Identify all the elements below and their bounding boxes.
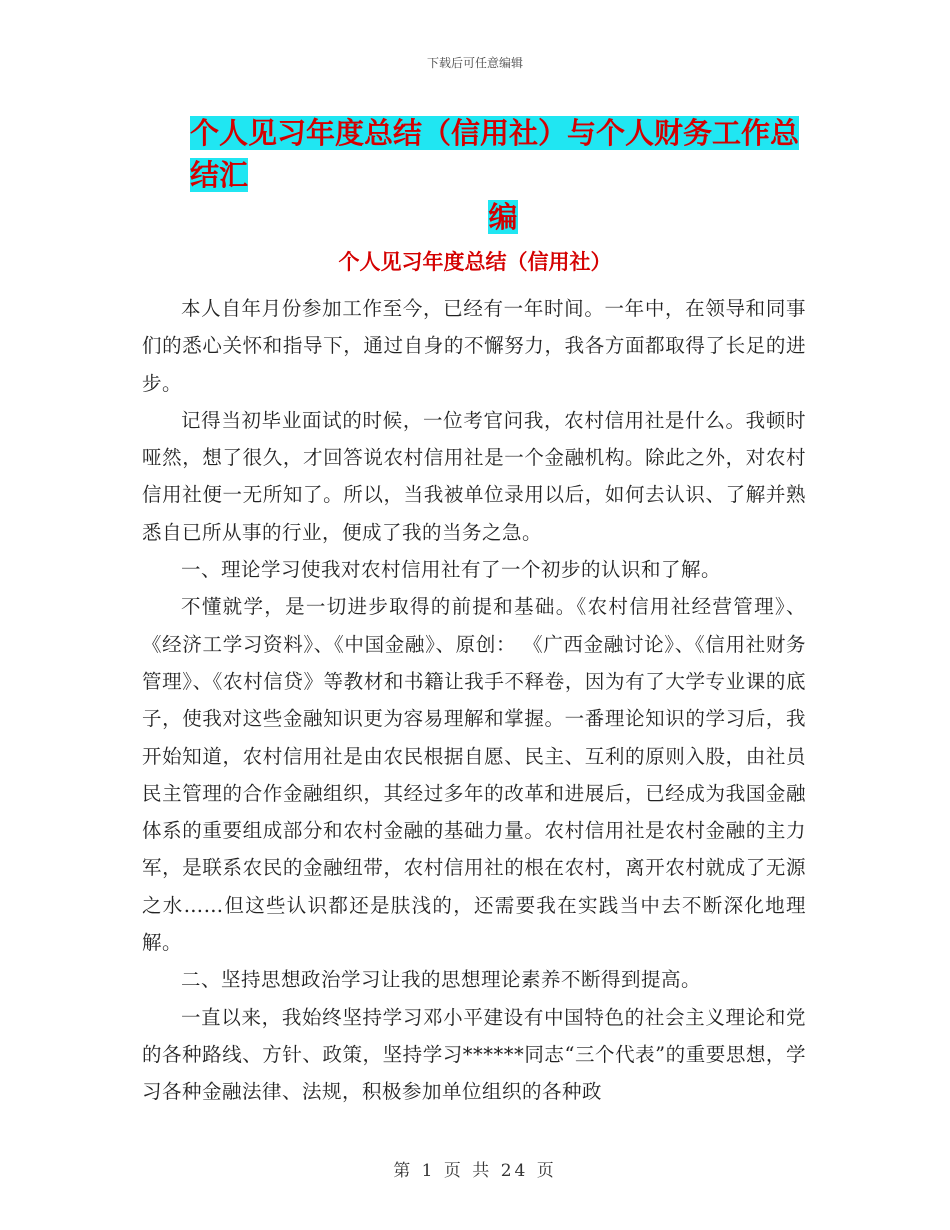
- body-text: [142, 290, 806, 1111]
- document-title-line2: 编: [488, 200, 518, 234]
- paragraph-6: 一直以来，我始终坚持学习邓小平建设有中国特色的社会主义理论和党的各种路线、方针、政策，坚持学习******同志“三个代表”的重要思想，学习各种金融法律、法规，积极参加单位组织的各种政: [142, 1005, 806, 1104]
- paragraph-3: 一、理论学习使我对农村信用社有了一个初步的认识和了解。: [181, 558, 722, 582]
- document-title: [190, 112, 810, 238]
- paragraph-5: 二、坚持思想政治学习让我的思想理论素养不断得到提高。: [181, 968, 702, 992]
- paragraph-2: 记得当初毕业面试的时候，一位考官问我，农村信用社是什么。我顿时哑然，想了很久，才回答说农村信用社是一个金融机构。除此之外，对农村信用社便一无所知了。所以，当我被单位录用以后，如何去认识、了解并熟悉自已所从事的行业，便成了我的当务之急。: [142, 408, 806, 544]
- page-footer: 第 1 页 共 24 页: [393, 1161, 557, 1181]
- document-title-line2-wrap: [190, 196, 810, 238]
- document-title-line1: 个人见习年度总结（信用社）与个人财务工作总结汇: [190, 116, 800, 192]
- paragraph-1: 本人自年月份参加工作至今，已经有一年时间。一年中，在领导和同事们的悉心关怀和指导下，通过自身的不懈努力，我各方面都取得了长足的进步。: [142, 297, 806, 395]
- header-note: 下载后可任意编辑: [426, 56, 523, 70]
- paragraph-4: 不懂就学，是一切进步取得的前提和基础。《农村信用社经营管理》、《经济工学习资料》、《中国金融》、原创： 《广西金融讨论》、《信用社财务管理》、《农村信贷》等教材和书籍让我手不释卷，因为有了大学专业课的底子，使我对这些金融知识更为容易理解和掌握。一番理论知识的学习后，我开始知道，农村信用社是由农民根据自愿、民主、互利的原则入股，由社员民主管理的合作金融组织，其经过多年的改革和进展后，已经成为我国金融体系的重要组成部分和农村金融的基础力量。农村信用社是农村金融的主力军，是联系农民的金融纽带，农村信用社的根在农村，离开农村就成了无源之水……但这些认识都还是肤浅的，还需要我在实践当中去不断深化地理解。: [142, 595, 806, 955]
- section-heading: 个人见习年度总结（信用社）: [338, 250, 612, 274]
